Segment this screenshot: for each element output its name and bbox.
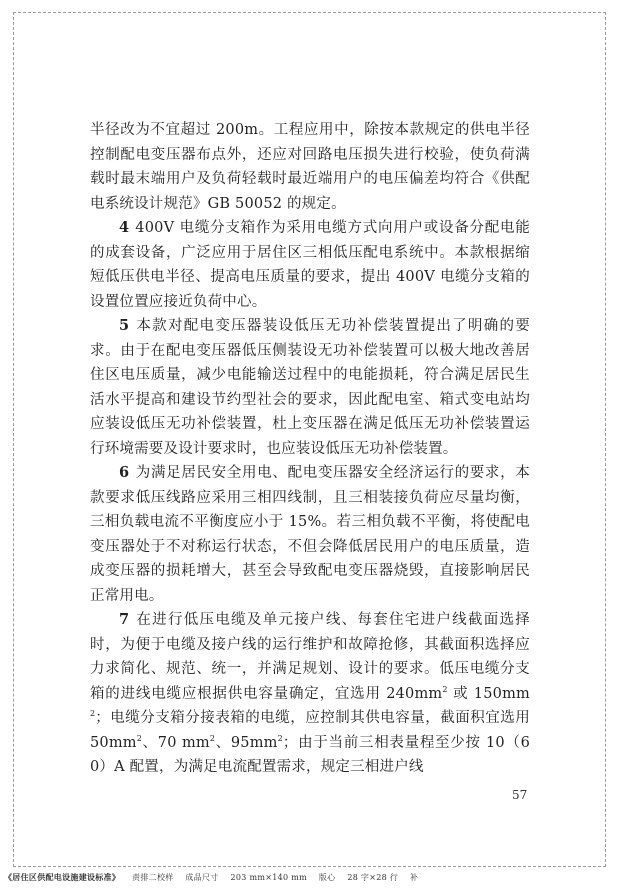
- paragraph-item-7: 7 在进行低压电缆及单元接户线、每套住宅进户线截面选择时，为便于电缆及接户线的运行维护和故障抢修，其截面积选择应力求简化、规范、统一，并满足规划、设计的要求。低压电缆分支箱的进线电缆应根据供电容量确定，宜选用 $240mm^2$ 或 $150mm^2$；电缆分支箱分接表箱的电缆，应控制其供电容量，截面积宜选用 $50mm^2$、70 $mm^2$、$95mm^2$；由于当前三相表量程至少按 10（60）A 配置，为满足电流配置需求，规定三相进户线: [90, 611, 530, 775]
- superscript: 2: [136, 733, 143, 743]
- paragraph-item-5: 5 本款对配电变压器装设低压无功补偿装置提出了明确的要求。由于在配电变压器低压侧装设无功补偿装置可以极大地改善居住区电压质量，减少电能输送过程中的电能损耗，符合满足居民生活水平提高和建设节约型社会的要求，因此配电室、箱式变电站均应装设低压无功补偿装置，杜上变压器在满足低压无功补偿装置运行环境需要及设计要求时，也应装设低压无功补偿装置。: [90, 317, 530, 457]
- footer-tail: 补: [410, 873, 419, 882]
- body-text: [90, 118, 530, 780]
- item-number: 6: [119, 464, 130, 481]
- superscript: 2: [442, 684, 448, 694]
- footer-core-value: 28 字×28 行: [347, 873, 399, 882]
- superscript: 2: [90, 709, 96, 719]
- item-number: 4: [119, 219, 130, 236]
- paragraph-item-4: 4 400V 电缆分支箱作为采用电缆方式向用户或设备分配电能的成套设备，广泛应用于居住区三相低压配电系统中。本款根据缩短低压供电半径、提高电压质量的要求，提出 400V 电缆分支箱的设置位置应接近负荷中心。: [90, 219, 530, 310]
- paragraph-item-6: 6 为满足居民安全用电、配电变压器安全经济运行的要求，本款要求低压线路应采用三相四线制，且三相装接负荷应尽量均衡，三相负载电流不平衡度应小于 15%。若三相负载不平衡，将使配电变压器处于不对称运行状态，不但会降低居民用户的电压质量，造成变压器的损耗增大，甚至会导致配电变压器烧毁，直接影响居民正常用电。: [90, 464, 530, 604]
- footer-size-label: 成品尺寸: [185, 873, 219, 882]
- item-number: 7: [119, 611, 130, 628]
- superscript: 2: [277, 733, 283, 743]
- footer-book-title: 《居住区供配电设施建设标准》: [4, 872, 121, 882]
- footer-proof-stage: 责排二校样: [132, 873, 174, 882]
- paragraph-continuation: 半径改为不宜超过 200m。工程应用中，除按本款规定的供电半径控制配电变压器布点外，还应对回路电压损失进行校验，使负荷满载时最末端用户及负荷轻载时最近端用户的电压偏差均符合《供配电系统设计规范》GB 50052 的规定。: [90, 122, 530, 212]
- footer-size-value: 203 mm×140 mm: [230, 873, 308, 882]
- page-number: 57: [512, 788, 528, 802]
- item-number: 5: [119, 317, 130, 334]
- print-footer: [4, 872, 427, 883]
- footer-core-label: 版心: [318, 873, 336, 882]
- superscript: 2: [209, 733, 216, 743]
